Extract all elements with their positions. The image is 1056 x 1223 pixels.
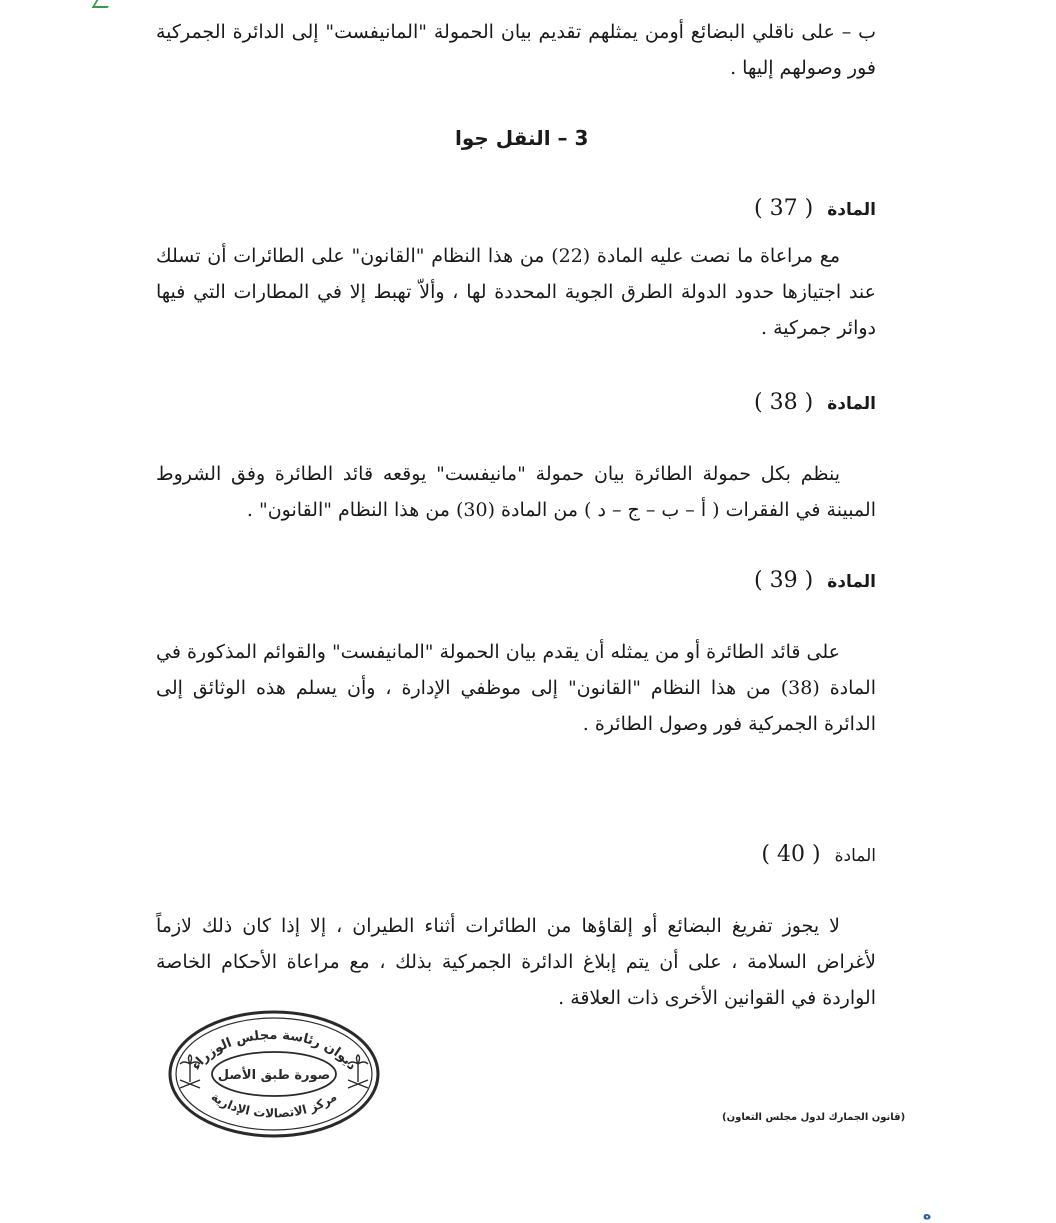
article-38-text: ينظم بكل حمولة الطائرة بيان حمولة "مانيفست" يوقعه قائد الطائرة وفق الشروط المبينة في الفقرات ( أ – ب – ج – د ) من المادة (30) من هذا النظام "القانون" . (156, 463, 876, 521)
paragraph-b: ب – على ناقلي البضائع أومن يمثلهم تقديم بيان الحمولة "المانيفست" إلى الدائرة الجمركية فور وصولهم إليها . (156, 21, 876, 79)
article-39-heading (754, 568, 876, 593)
footer-note: (قانون الجمارك لدول مجلس التعاون) (722, 1112, 906, 1123)
stamp-center-text: صورة طبق الأصل (217, 1068, 331, 1083)
article-label: المادة (827, 394, 876, 414)
article-38-heading (754, 390, 876, 415)
article-40-text: لا يجوز تفريغ البضائع أو إلقاؤها من الطائرات أثناء الطيران ، إلا إذا كان ذلك لازماً لأغراض السلامة ، على أن يتم إبلاغ الدائرة الجمركية بذلك ، مع مراعاة الأحكام الخاصة الواردة في القوانين الأخرى ذات العلاقة . (156, 915, 876, 1009)
article-label: المادة (827, 200, 876, 220)
article-number: ( 40 ) (761, 842, 821, 867)
article-37-heading (754, 196, 876, 221)
article-label: المادة (827, 572, 876, 592)
stamp-top-text: ديوان رئاسة مجلس الوزراء (188, 1027, 360, 1074)
official-stamp (166, 1008, 382, 1138)
page-mark: ه (923, 1207, 932, 1223)
article-39-text: على قائد الطائرة أو من يمثله أن يقدم بيان الحمولة "المانيفست" والقوائم المذكورة في المادة (38) من هذا النظام "القانون" إلى موظفي الإدارة ، وأن يسلم هذه الوثائق إلى الدائرة الجمركية فور وصول الطائرة . (156, 641, 876, 735)
corner-mark (92, 0, 113, 8)
article-40-heading (761, 842, 876, 867)
article-37-text: مع مراعاة ما نصت عليه المادة (22) من هذا النظام "القانون" على الطائرات أن تسلك عند اجتيازها حدود الدولة الطرق الجوية المحددة لها ، وألاّ تهبط إلا في المطارات التي فيها دوائر جمركية . (156, 245, 876, 339)
article-number: ( 38 ) (754, 390, 814, 415)
article-number: ( 39 ) (754, 568, 814, 593)
stamp-bottom-text: مركز الاتصالات الإدارية (208, 1089, 340, 1121)
article-label: المادة (834, 846, 876, 866)
article-number: ( 37 ) (754, 196, 814, 221)
section-heading: 3 – النقل جوا (455, 126, 589, 150)
